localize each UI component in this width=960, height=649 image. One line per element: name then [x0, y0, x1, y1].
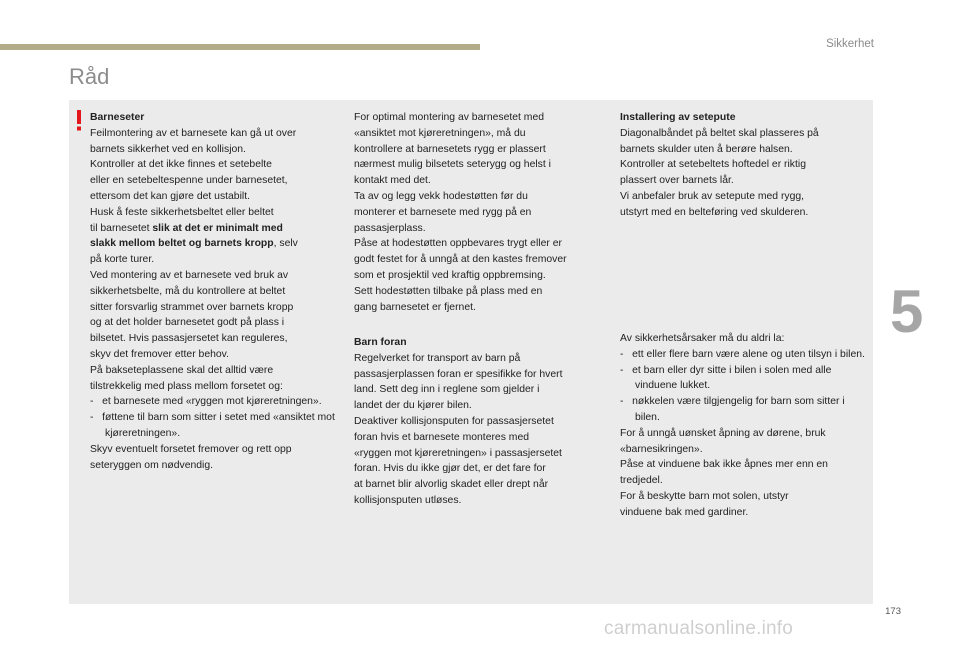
paragraph-line: Kontroller at setebeltets hoftedel er riktig [620, 159, 806, 171]
column-safety-reasons [620, 331, 870, 521]
paragraph-line: nærmest mulig bilsetets seterygg og helst i [354, 159, 551, 171]
list-item: - et barn eller dyr sitte i bilen i solen med alle vinduene lukket. [620, 364, 832, 392]
paragraph-line: barnets sikkerhet ved en kollisjon. [90, 143, 246, 155]
page-number: 173 [885, 606, 901, 617]
paragraph-line: Husk å feste sikkerhetsbeltet eller beltet [90, 206, 274, 218]
column-children-front [354, 335, 604, 509]
paragraph-line: For å unngå uønsket åpning av dørene, bruk [620, 427, 826, 439]
paragraph-line [90, 236, 340, 252]
paragraph-line: sikkerhetsbelte, må du kontrollere at beltet [90, 285, 286, 297]
paragraph-line: kontrollere at barnesetets rygg er plassert [354, 143, 546, 155]
section-label: Sikkerhet [826, 38, 874, 50]
list-item: - nøkkelen være tilgjengelig for barn som sitter i bilen. [620, 396, 845, 423]
paragraph-line: Vi anbefaler bruk av setepute med rygg, [620, 190, 805, 202]
bold-text: slik at det er minimalt med [152, 222, 283, 234]
section-heading: Barneseter [90, 112, 145, 123]
paragraph-line: Ta av og legg vekk hodestøtten før du [354, 190, 528, 202]
paragraph-line: foran. Hvis du ikke gjør det, er det fare for [354, 463, 546, 475]
paragraph-line: foran hvis et barnesete monteres med [354, 431, 530, 443]
paragraph-line: monterer et barnesete med rygg på en [354, 206, 532, 218]
column-mounting [354, 110, 604, 315]
paragraph-line: eller en setebeltespenne under barnesetet, [90, 175, 288, 187]
column-booster-seat [620, 110, 870, 221]
paragraph-line: passasjerplassen foran er spesifikke for hvert [354, 368, 563, 380]
paragraph-line: Skyv eventuelt forsetet fremover og rett opp [90, 443, 292, 455]
paragraph-line: passasjerplass. [354, 222, 426, 234]
paragraph-line: ettersom det kan gjøre det ustabilt. [90, 190, 250, 202]
chapter-number: 5 [890, 278, 924, 345]
paragraph-line: skyv det fremover etter behov. [90, 348, 229, 360]
paragraph-line: På bakseteplassene skal det alltid være [90, 364, 274, 376]
paragraph-line: på korte turer. [90, 254, 155, 266]
paragraph-line: «ansiktet mot kjøreretningen», må du [354, 127, 526, 139]
paragraph-line: Regelverket for transport av barn på [354, 352, 521, 364]
paragraph-line: tilstrekkelig med plass mellom forsetet og: [90, 380, 283, 392]
paragraph-line: «barnesikringen». [620, 443, 703, 455]
paragraph-line: plassert over barnets lår. [620, 175, 734, 187]
paragraph-line: landet der du kjører bilen. [354, 400, 472, 412]
paragraph-line: Feilmontering av et barnesete kan gå ut over [90, 127, 297, 139]
paragraph-line: For optimal montering av barnesetet med [354, 112, 545, 123]
paragraph-line: sitter forsvarlig strammet over barnets kropp [90, 301, 294, 313]
paragraph-line: Sett hodestøtten tilbake på plass med en [354, 285, 543, 297]
column-child-seats [90, 110, 340, 473]
paragraph-line: Ved montering av et barnesete ved bruk av [90, 269, 289, 281]
paragraph-line: kollisjonsputen utløses. [354, 494, 462, 506]
paragraph-line: seteryggen om nødvendig. [90, 459, 214, 471]
paragraph-line: og at det holder barnesetet godt på plass i [90, 317, 285, 329]
list-item: - et barnesete med «ryggen mot kjøreretningen». [90, 396, 322, 408]
bold-text: slakk mellom beltet og barnets kropp [90, 238, 274, 250]
paragraph-line: Påse at hodestøtten oppbevares trygt eller er [354, 238, 562, 250]
paragraph-line: barnets skulder uten å berøre halsen. [620, 143, 793, 155]
paragraph-line: For å beskytte barn mot solen, utstyr [620, 490, 789, 502]
paragraph-line: Deaktiver kollisjonsputen for passasjersetet [354, 415, 554, 427]
paragraph-line: som et prosjektil ved kraftig oppbremsing. [354, 269, 546, 281]
paragraph-line: kontakt med det. [354, 175, 431, 187]
list-item: - ett eller flere barn være alene og uten tilsyn i bilen. [620, 348, 865, 360]
section-heading: Barn foran [354, 337, 407, 348]
paragraph-line: tredjedel. [620, 475, 663, 487]
paragraph-line: at barnet blir alvorlig skadet eller drept når [354, 479, 549, 491]
list-item: - føttene til barn som sitter i setet med «ansiktet mot kjøreretningen». [90, 412, 335, 439]
paragraph-line: godt festet for å unngå at den kastes fremover [354, 254, 567, 266]
header-accent-bar [0, 44, 480, 50]
paragraph-line: Av sikkerhetsårsaker må du aldri la: [620, 333, 785, 344]
paragraph-line: Kontroller at det ikke finnes et setebelte [90, 159, 272, 171]
page-title: Råd [69, 64, 110, 89]
watermark: carmanualsonline.info [604, 618, 794, 639]
warning-exclamation-icon [72, 108, 86, 132]
section-heading: Installering av setepute [620, 112, 736, 123]
paragraph-line: gang barnesetet er fjernet. [354, 301, 476, 313]
paragraph-line: bilsetet. Hvis passasjersetet kan reguleres, [90, 333, 288, 345]
paragraph-line: «ryggen mot kjøreretningen» i passasjersetet [354, 447, 562, 459]
paragraph-line: vinduene bak med gardiner. [620, 506, 749, 518]
paragraph-line: Diagonalbåndet på beltet skal plasseres på [620, 127, 819, 139]
paragraph-line: Påse at vinduene bak ikke åpnes mer enn en [620, 459, 828, 471]
paragraph-line: land. Sett deg inn i reglene som gjelder i [354, 384, 540, 396]
text-run: , selv [273, 238, 298, 250]
paragraph-line: utstyrt med en belteføring ved skulderen. [620, 206, 809, 218]
text-run: til barnesetet [90, 222, 153, 234]
paragraph-line [90, 221, 340, 237]
